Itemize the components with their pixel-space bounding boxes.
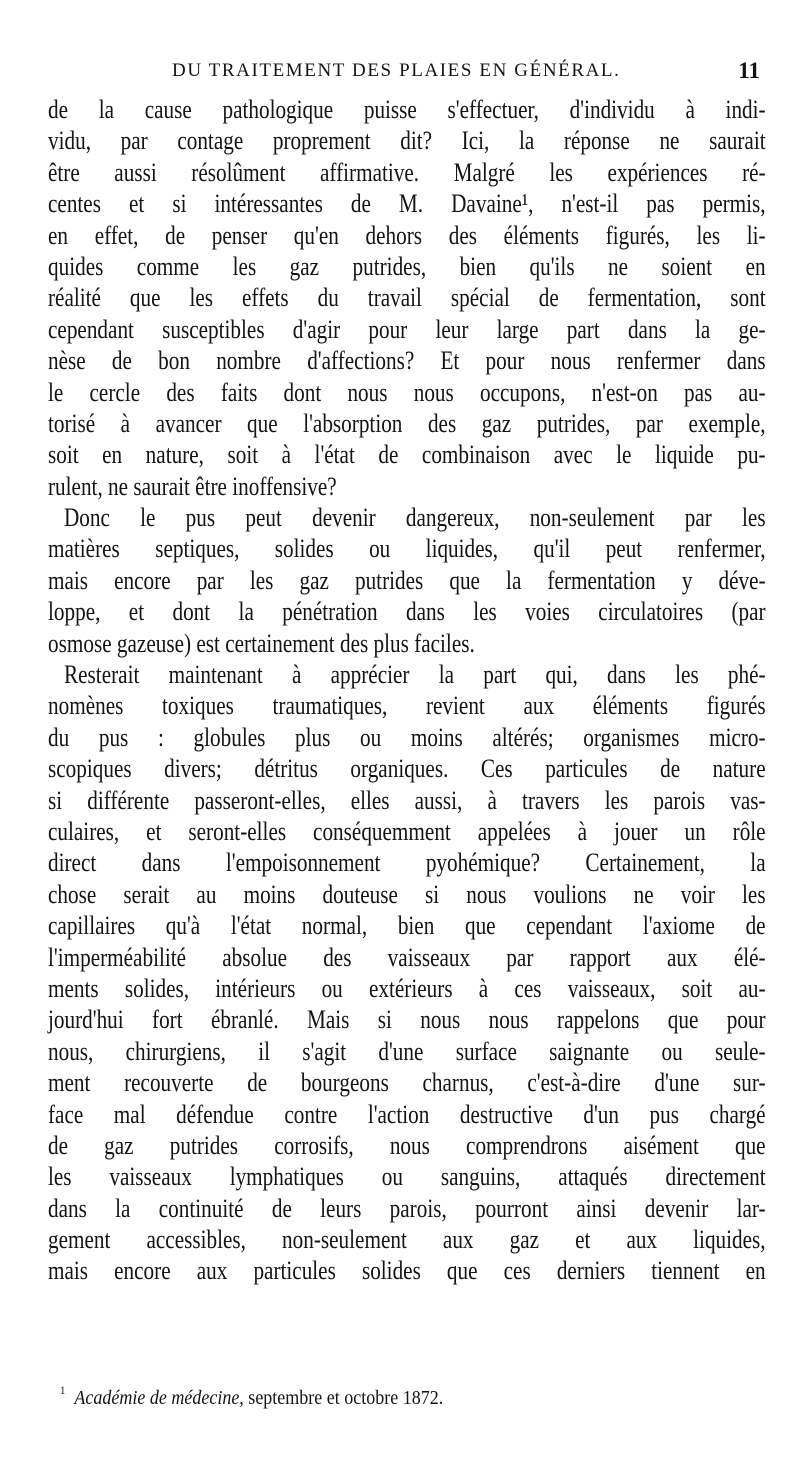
running-head xyxy=(60,58,760,92)
text-line: le cercle des faits dont nous nous occupons, n'est-on pas au- xyxy=(48,376,766,407)
footnote xyxy=(60,1383,444,1410)
text-line: Donc le pus peut devenir dangereux, non-seulement par les xyxy=(64,502,766,533)
text-line: de la cause pathologique puisse s'effectuer, d'individu à indi- xyxy=(48,94,766,124)
text-line: être aussi résolûment affirmative. Malgré les expériences ré- xyxy=(48,156,766,187)
text-line: nous, chirurgiens, il s'agit d'une surface saignante ou seule- xyxy=(48,1035,766,1066)
text-line: mais encore par les gaz putrides que la fermentation y déve- xyxy=(48,564,766,595)
text-line: si différente passeront-elles, elles aussi, à travers les parois vas- xyxy=(48,784,766,815)
text-line: capillaires qu'à l'état normal, bien que cependant l'axiome de xyxy=(48,910,766,941)
text-line: ments solides, intérieurs ou extérieurs à ces vaisseaux, soit au- xyxy=(48,972,766,1003)
text-line: en effet, de penser qu'en dehors des éléments figurés, les li- xyxy=(48,219,766,250)
text-line: vidu, par contage proprement dit? Ici, la réponse ne saurait xyxy=(48,125,766,156)
text-line: direct dans l'empoisonnement pyohémique? Certainement, la xyxy=(48,847,766,878)
footnote-source: Académie de médecine, xyxy=(74,1387,244,1409)
text-line: Resterait maintenant à apprécier la part qui, dans les phé- xyxy=(64,659,766,690)
text-line: cependant susceptibles d'agir pour leur large part dans la ge- xyxy=(48,313,766,344)
text-line: nomènes toxiques traumatiques, revient aux éléments figurés xyxy=(48,690,766,721)
text-line: osmose gazeuse) est certainement des plus faciles. xyxy=(48,627,475,658)
footnote-marker: 1 xyxy=(60,1383,66,1397)
text-line: du pus : globules plus ou moins altérés; organismes micro- xyxy=(48,721,766,752)
text-line: jourd'hui fort ébranlé. Mais si nous nous rappelons que pour xyxy=(48,1004,766,1035)
text-line: chose serait au moins douteuse si nous voulions ne voir les xyxy=(48,878,766,909)
text-line: l'imperméabilité absolue des vaisseaux par rapport aux élé- xyxy=(48,941,766,972)
text-line: loppe, et dont la pénétration dans les voies circulatoires (par xyxy=(48,596,766,627)
text-line: quides comme les gaz putrides, bien qu'ils ne soient en xyxy=(48,250,766,281)
text-line: torisé à avancer que l'absorption des gaz putrides, par exemple, xyxy=(48,407,766,438)
text-line: rulent, ne saurait être inoffensive? xyxy=(48,470,337,501)
body-text xyxy=(48,94,766,1287)
text-line: matières septiques, solides ou liquides, qu'il peut renfermer, xyxy=(48,533,766,564)
text-line: gement accessibles, non-seulement aux gaz et aux liquides, xyxy=(48,1224,766,1255)
text-line: nèse de bon nombre d'affections? Et pour nous renfermer dans xyxy=(48,345,766,376)
text-line: dans la continuité de leurs parois, pourront ainsi devenir lar- xyxy=(48,1192,766,1223)
text-line: mais encore aux particules solides que ces derniers tiennent en xyxy=(48,1255,766,1286)
text-line: scopiques divers; détritus organiques. Ces particules de nature xyxy=(48,753,766,784)
footnote-date: septembre et octobre 1872. xyxy=(248,1387,444,1409)
text-line: centes et si intéressantes de M. Davaine¹, n'est-il pas permis, xyxy=(48,188,766,219)
running-title: DU TRAITEMENT DES PLAIES EN GÉNÉRAL. xyxy=(172,60,621,81)
text-line: ment recouverte de bourgeons charnus, c'est-à-dire d'une sur- xyxy=(48,1067,766,1098)
text-line: soit en nature, soit à l'état de combinaison avec le liquide pu- xyxy=(48,439,766,470)
page-number: 11 xyxy=(738,58,760,83)
text-line: réalité que les effets du travail spécial de fermentation, sont xyxy=(48,282,766,313)
text-line: les vaisseaux lymphatiques ou sanguins, attaqués directement xyxy=(48,1161,766,1192)
text-line: culaires, et seront-elles conséquemment appelées à jouer un rôle xyxy=(48,815,766,846)
text-line: de gaz putrides corrosifs, nous comprendrons aisément que xyxy=(48,1129,766,1160)
text-line: face mal défendue contre l'action destructive d'un pus chargé xyxy=(48,1098,766,1129)
